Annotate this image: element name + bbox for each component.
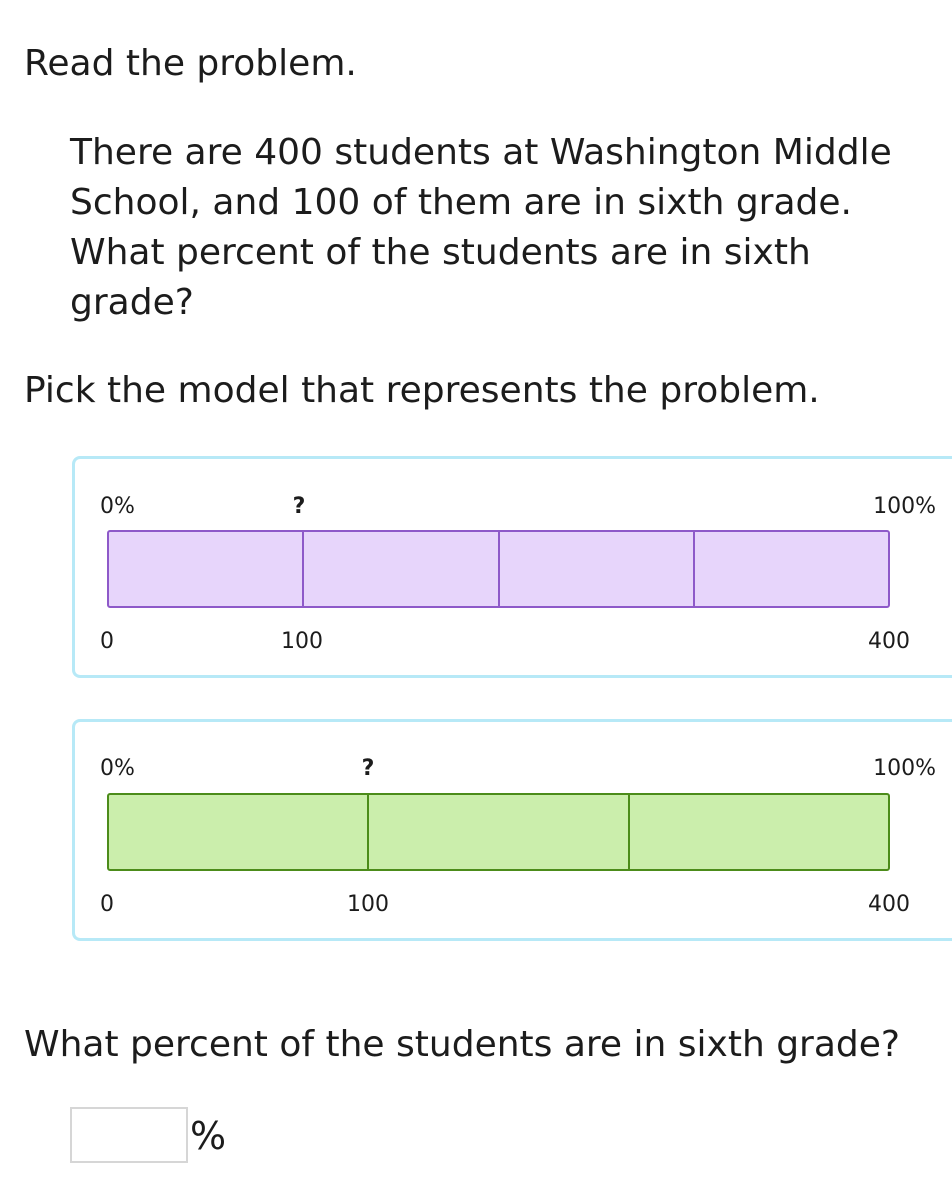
model-1-bar-segment bbox=[109, 532, 302, 606]
model-1-bar-segment bbox=[693, 532, 888, 606]
model-2-label-marker-value: 100 bbox=[347, 892, 389, 917]
model-2-label-start-value: 0 bbox=[100, 892, 114, 917]
model-1-label-unknown: ? bbox=[292, 494, 306, 519]
model-1-label-marker-value: 100 bbox=[281, 629, 323, 654]
model-1-label-start-percent: 0% bbox=[100, 494, 135, 519]
model-2-bar-segment bbox=[367, 795, 627, 869]
model-option-2[interactable] bbox=[72, 719, 952, 941]
model-1-label-end-percent: 100% bbox=[873, 494, 936, 519]
model-1-label-start-value: 0 bbox=[100, 629, 114, 654]
answer-input[interactable] bbox=[70, 1107, 188, 1163]
model-2-bar-segment bbox=[109, 795, 367, 869]
model-2-label-end-percent: 100% bbox=[873, 756, 936, 781]
model-2-label-unknown: ? bbox=[361, 756, 375, 781]
model-option-1[interactable] bbox=[72, 456, 952, 678]
model-1-label-end-value: 400 bbox=[868, 629, 910, 654]
model-1-bar bbox=[107, 530, 890, 608]
question-text: What percent of the students are in sixth grade? bbox=[24, 1024, 901, 1065]
model-2-label-end-value: 400 bbox=[868, 892, 910, 917]
model-2-bar-segment bbox=[628, 795, 888, 869]
instruction-text: Read the problem. bbox=[24, 43, 357, 84]
model-1-bar-segment bbox=[302, 532, 497, 606]
model-1-bar-segment bbox=[498, 532, 693, 606]
problem-text: There are 400 students at Washington Middle School, and 100 of them are in sixth grade. What percent of the students are in sixth grade? bbox=[70, 132, 892, 323]
prompt-text: Pick the model that represents the problem. bbox=[24, 370, 820, 411]
model-2-label-start-percent: 0% bbox=[100, 756, 135, 781]
percent-unit-label: % bbox=[190, 1114, 227, 1158]
model-2-bar bbox=[107, 793, 890, 871]
